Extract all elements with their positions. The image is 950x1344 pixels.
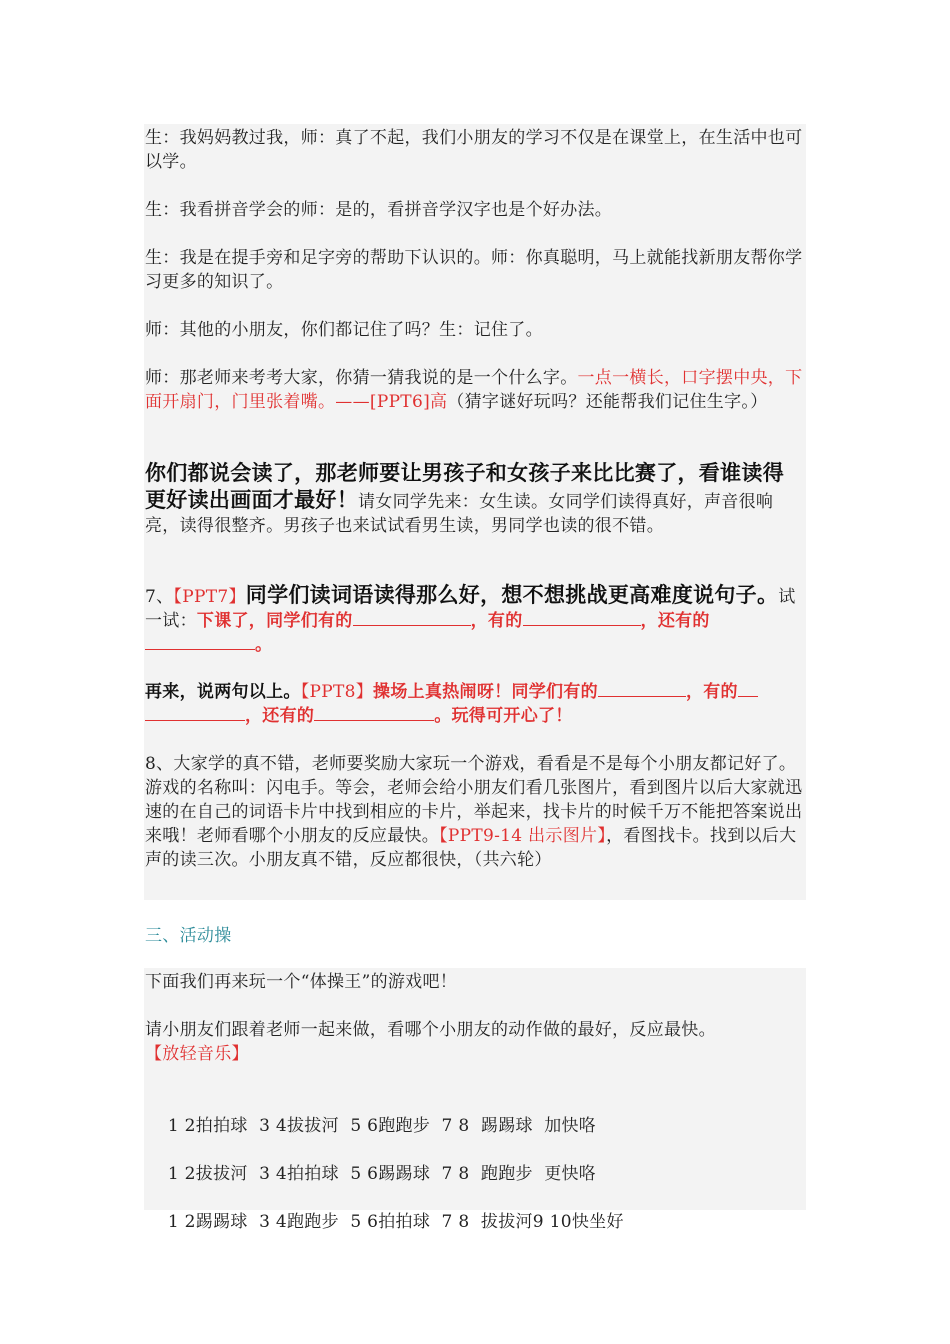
exercise-row-1: 1 2拍拍球 3 4拔拔河 5 6跑跑步 7 8 踢踢球 加快咯 [167, 1116, 597, 1136]
paragraph-6: 你们都说会读了，那老师要让男孩子和女孩子来比比赛了，看谁读得更好读出画面才最好！请女同学先来：女生读。女同学们读得真好，声音很响亮，读得很整齐。男孩子也来试试看男生读，男同学也读的很不错。 [145, 460, 784, 536]
paragraph-5: 师：那老师来考考大家，你猜一猜我说的是一个什么字。一点一横长，口字摆中央，下面开扇门，门里张着嘴。——[PPT6]高（猜字谜好玩吗？还能帮我们记住生字。） [145, 368, 803, 412]
paragraph-8: 再来，说两句以上。【PPT8】操场上真热闹呀！同学们有的 ，有的，还有的 。玩得可开心了！ [145, 680, 805, 728]
fill-blank [145, 719, 245, 721]
fill-blank [353, 624, 471, 626]
paragraph-7: 7、【PPT7】同学们读词语读得那么好，想不想挑战更高难度说句子。试一试：下课了，同学们有的 ，有的 ，还有的。 [145, 582, 796, 655]
exercise-row-2: 1 2拔拔河 3 4拍拍球 5 6踢踢球 7 8 跑跑步 更快咯 [167, 1164, 597, 1184]
section-title: 三、活动操 [145, 926, 232, 946]
paragraph-3: 生：我是在提手旁和足字旁的帮助下认识的。师：你真聪明，马上就能找新朋友帮你学习更多的知识了。 [145, 248, 803, 292]
fill-blank [314, 719, 434, 721]
fill-blank [598, 695, 686, 697]
paragraph-11: 请小朋友们跟着老师一起来做，看哪个小朋友的动作做的最好，反应最快。【放轻音乐】 [145, 1020, 716, 1064]
paragraph-9: 8、大家学的真不错，老师要奖励大家玩一个游戏，看看是不是每个小朋友都记好了。游戏的名称叫：闪电手。等会，老师会给小朋友们看几张图片，看到图片以后大家就迅速的在自己的词语卡片中找到相应的卡片，举起来，找卡片的时候千万不能把答案说出来哦！老师看哪个小朋友的反应最快。【PPT9-14 出示图片】，看图找卡。找到以后大声的读三次。小朋友真不错，反应都很快，（共六轮） [145, 754, 803, 870]
exercise-row-3: 1 2踢踢球 3 4跑跑步 5 6拍拍球 7 8 拔拔河9 10快坐好 [167, 1212, 624, 1232]
fill-blank [523, 624, 641, 626]
fill-blank [738, 695, 758, 697]
paragraph-4: 师：其他的小朋友，你们都记住了吗？生：记住了。 [145, 320, 543, 340]
fill-blank [145, 648, 255, 650]
paragraph-2: 生：我看拼音学会的师：是的，看拼音学汉字也是个好办法。 [145, 200, 613, 220]
paragraph-1: 生：我妈妈教过我，师：真了不起，我们小朋友的学习不仅是在课堂上，在生活中也可以学。 [145, 128, 803, 172]
paragraph-10: 下面我们再来玩一个“体操王”的游戏吧！ [145, 972, 458, 992]
